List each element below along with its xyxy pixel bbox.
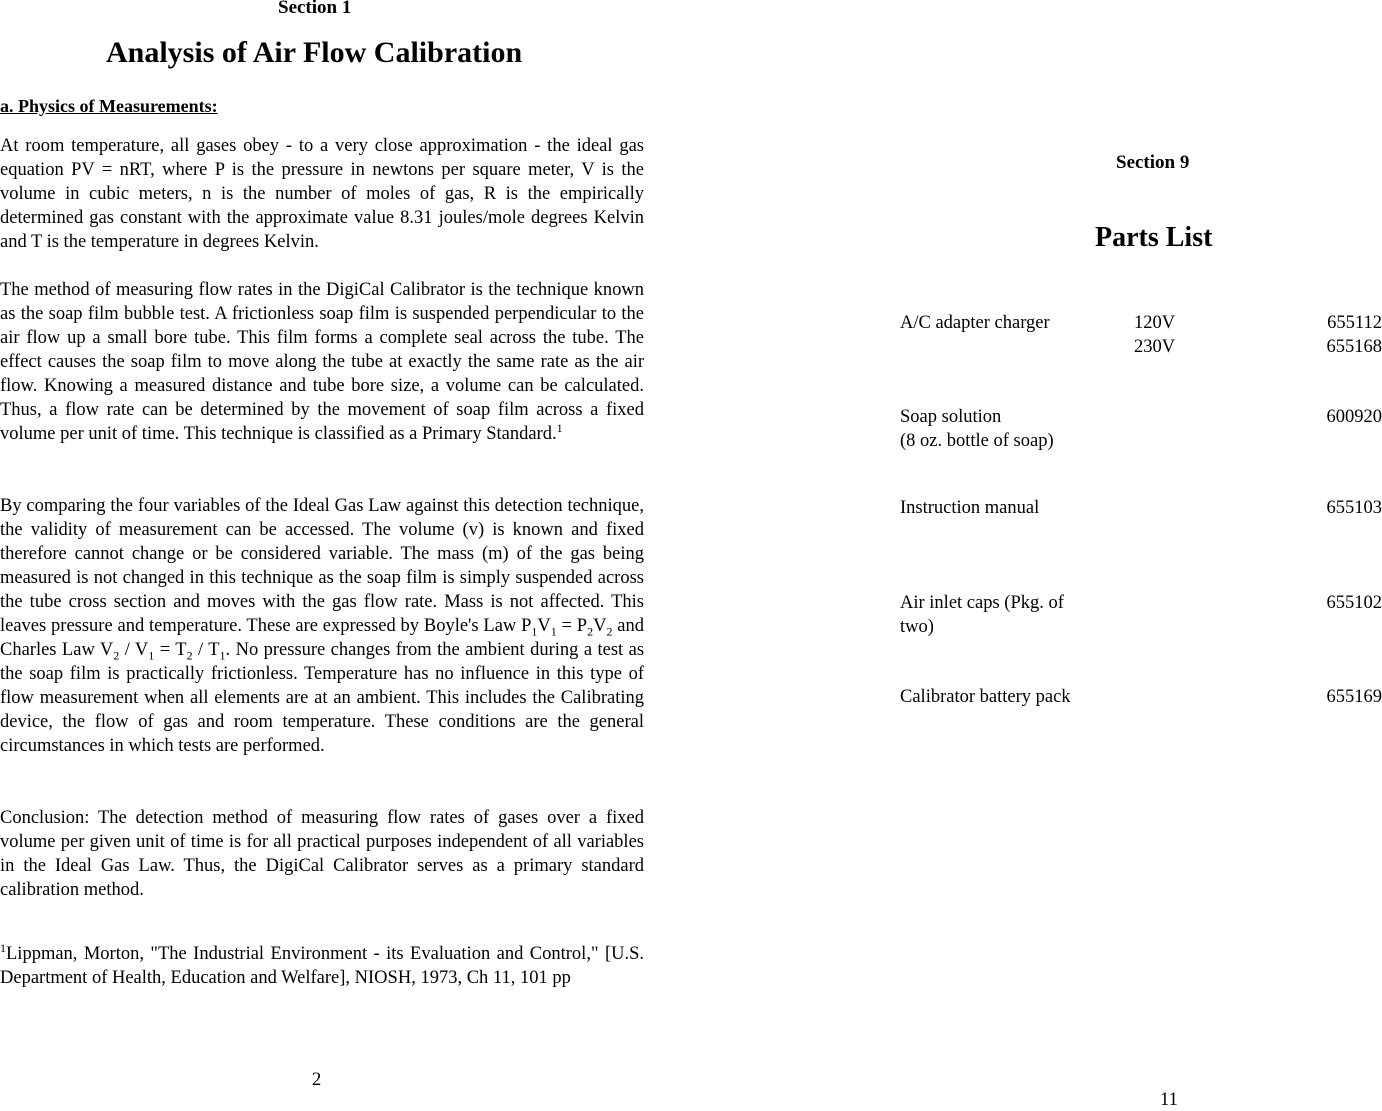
part-name: (8 oz. bottle of soap) xyxy=(900,429,1100,453)
footnote-reference: 1 xyxy=(557,421,563,435)
text-run: and Charles Law V xyxy=(0,616,644,660)
paragraph-ideal-gas: At room temperature, all gases obey - to a very close approximation - the ideal gas equation PV = nRT, where P is the pressure in newtons per square meter, V is the volume in cubic meters, n is the number of moles of gas, R is the empirically determined gas constant with the approximate value 8.31 joules/mole degrees Kelvin and T is the temperature in degrees Kelvin. xyxy=(0,134,644,254)
footnote xyxy=(0,942,644,990)
subscript: 2 xyxy=(113,649,119,663)
part-number: 655169 xyxy=(1327,685,1382,709)
part-number: 655103 xyxy=(1327,496,1382,520)
part-name: A/C adapter charger xyxy=(900,311,1100,335)
subscript: 2 xyxy=(187,649,193,663)
part-number: 655112 xyxy=(1327,311,1382,335)
paragraph-conclusion: Conclusion: The detection method of measuring flow rates of gases over a fixed volume per given unit of time is for all practical purposes independent of all variables in the Ideal Gas Law. Thus, the DigiCal Calibrator serves as a primary standard calibration method. xyxy=(0,806,644,902)
left-page xyxy=(0,0,644,1108)
part-number: 655168 xyxy=(1327,335,1382,359)
subscript: 2 xyxy=(587,625,593,639)
part-name: Soap solution xyxy=(900,405,1100,429)
section-label: Section 1 xyxy=(278,0,351,19)
part-number: 655102 xyxy=(1327,591,1382,615)
section-label: Section 9 xyxy=(1116,152,1189,174)
text-run: V xyxy=(593,616,606,636)
paragraph-gas-law-comparison xyxy=(0,494,644,758)
right-page xyxy=(900,0,1382,1108)
text-run: V xyxy=(537,616,550,636)
subscript: 1 xyxy=(551,625,557,639)
subscript: 1 xyxy=(220,649,226,663)
text-run: By comparing the four variables of the Ideal Gas Law against this detection technique, the validity of measurement can be accessed. The volume (v) is known and fixed therefore cannot change or be considered variable. The mass (m) of the gas being measured is not changed in this technique as the soap film is simply suspended across the tube cross section and moves with the gas flow rate. Mass is not affected. This leaves pressure and temperature. These are expressed by Boyle's Law P xyxy=(0,496,644,636)
footnote-text: Lippman, Morton, "The Industrial Environment - its Evaluation and Control," [U.S. Department of Health, Education and Welfare], NIOSH, 1973, Ch 11, 101 pp xyxy=(0,944,644,988)
subscript: 1 xyxy=(148,649,154,663)
part-name: Instruction manual xyxy=(900,496,1100,520)
text-run: = P xyxy=(557,616,587,636)
part-number: 600920 xyxy=(1327,405,1382,429)
paragraph-text: The method of measuring flow rates in the DigiCal Calibrator is the technique known as the soap film bubble test. A frictionless soap film is suspended perpendicular to the air flow up a small bore tube. This film forms a complete seal across the tube. The effect causes the soap film to move along the tube at exactly the same rate as the air flow. Knowing a measured distance and tube bore size, a volume can be calculated. Thus, a flow rate can be determined by the movement of soap film across a fixed volume per unit of time. This technique is classified as a Primary Standard. xyxy=(0,280,644,444)
subheading: a. Physics of Measurements: xyxy=(0,96,218,117)
subscript: 1 xyxy=(531,625,537,639)
page-title: Analysis of Air Flow Calibration xyxy=(106,36,522,70)
page-number: 11 xyxy=(1160,1090,1178,1111)
page-number: 2 xyxy=(312,1070,321,1091)
part-voltage: 120V xyxy=(1134,311,1175,335)
text-run: = T xyxy=(154,640,186,660)
text-run: . No pressure changes from the ambient during a test as the soap film is practically frictionless. Temperature has no influence in this type of flow measurement when all elements are at an ambient. This includes the Calibrating device, the flow of gas and room temperature. These conditions are the general circumstances in which tests are performed. xyxy=(0,640,644,756)
part-name: Calibrator battery pack xyxy=(900,685,1100,709)
part-voltage: 230V xyxy=(1134,335,1175,359)
text-run: / V xyxy=(119,640,148,660)
text-run: / T xyxy=(193,640,220,660)
page-title: Parts List xyxy=(1095,222,1212,254)
footnote-mark: 1 xyxy=(0,941,6,955)
part-name: Air inlet caps (Pkg. of xyxy=(900,591,1100,615)
subscript: 2 xyxy=(606,625,612,639)
paragraph-soap-film-method xyxy=(0,278,644,446)
part-name: two) xyxy=(900,615,1100,639)
